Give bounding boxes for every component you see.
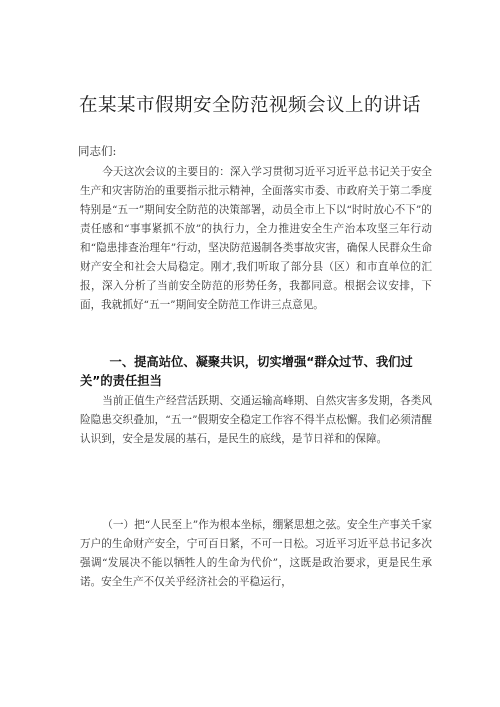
salutation: 同志们: [78, 144, 117, 158]
paragraph-point-1: （一）把“人民至上”作为根本坐标，绷紧思想之弦。安全生产事关千家万户的生命财产安全，宁可百日紧，不可一日松。习近平习近平总书记多次强调“发展决不能以牺牲人的生命为代价”，这既是政治要求，更是民生承诺。安全生产不仅关乎经济社会的平稳运行， [80, 519, 432, 588]
section-heading-1: 一、提高站位、凝聚共识，切实增强“群众过节、我们过关”的责任担当 [80, 355, 413, 388]
paragraph-situation: 当前正值生产经营活跃期、交通运输高峰期、自然灾害多发期，各类风险隐患交织叠加，“五一”假期安全稳定工作容不得半点松懈。我们必须清醒认识到，安全是发展的基石，是民生的底线，是节日祥和的保障。 [80, 395, 432, 445]
page-title: 在某某市假期安全防范视频会议上的讲话 [78, 95, 421, 116]
paragraph-intro: 今天这次会议的主要目的：深入学习贯彻习近平习近平总书记关于安全生产和灾害防治的重要指示批示精神，全面落实市委、市政府关于第二季度特别是“五一”期间安全防范的决策部署，动员全市上下以“时时放心不下”的责任感和“事事紧抓不放”的执行力，全力推进安全生产治本攻坚三年行动和“隐患排查治理年”行动，坚决防范遏制各类事故灾害，确保人民群众生命财产安全和社会大局稳定。刚才,我们听取了部分县（区）和市直单位的汇报，深入分析了当前安全防范的形势任务，我都同意。根据会议安排，下面，我就抓好“五一”期间安全防范工作讲三点意见。 [80, 166, 432, 311]
